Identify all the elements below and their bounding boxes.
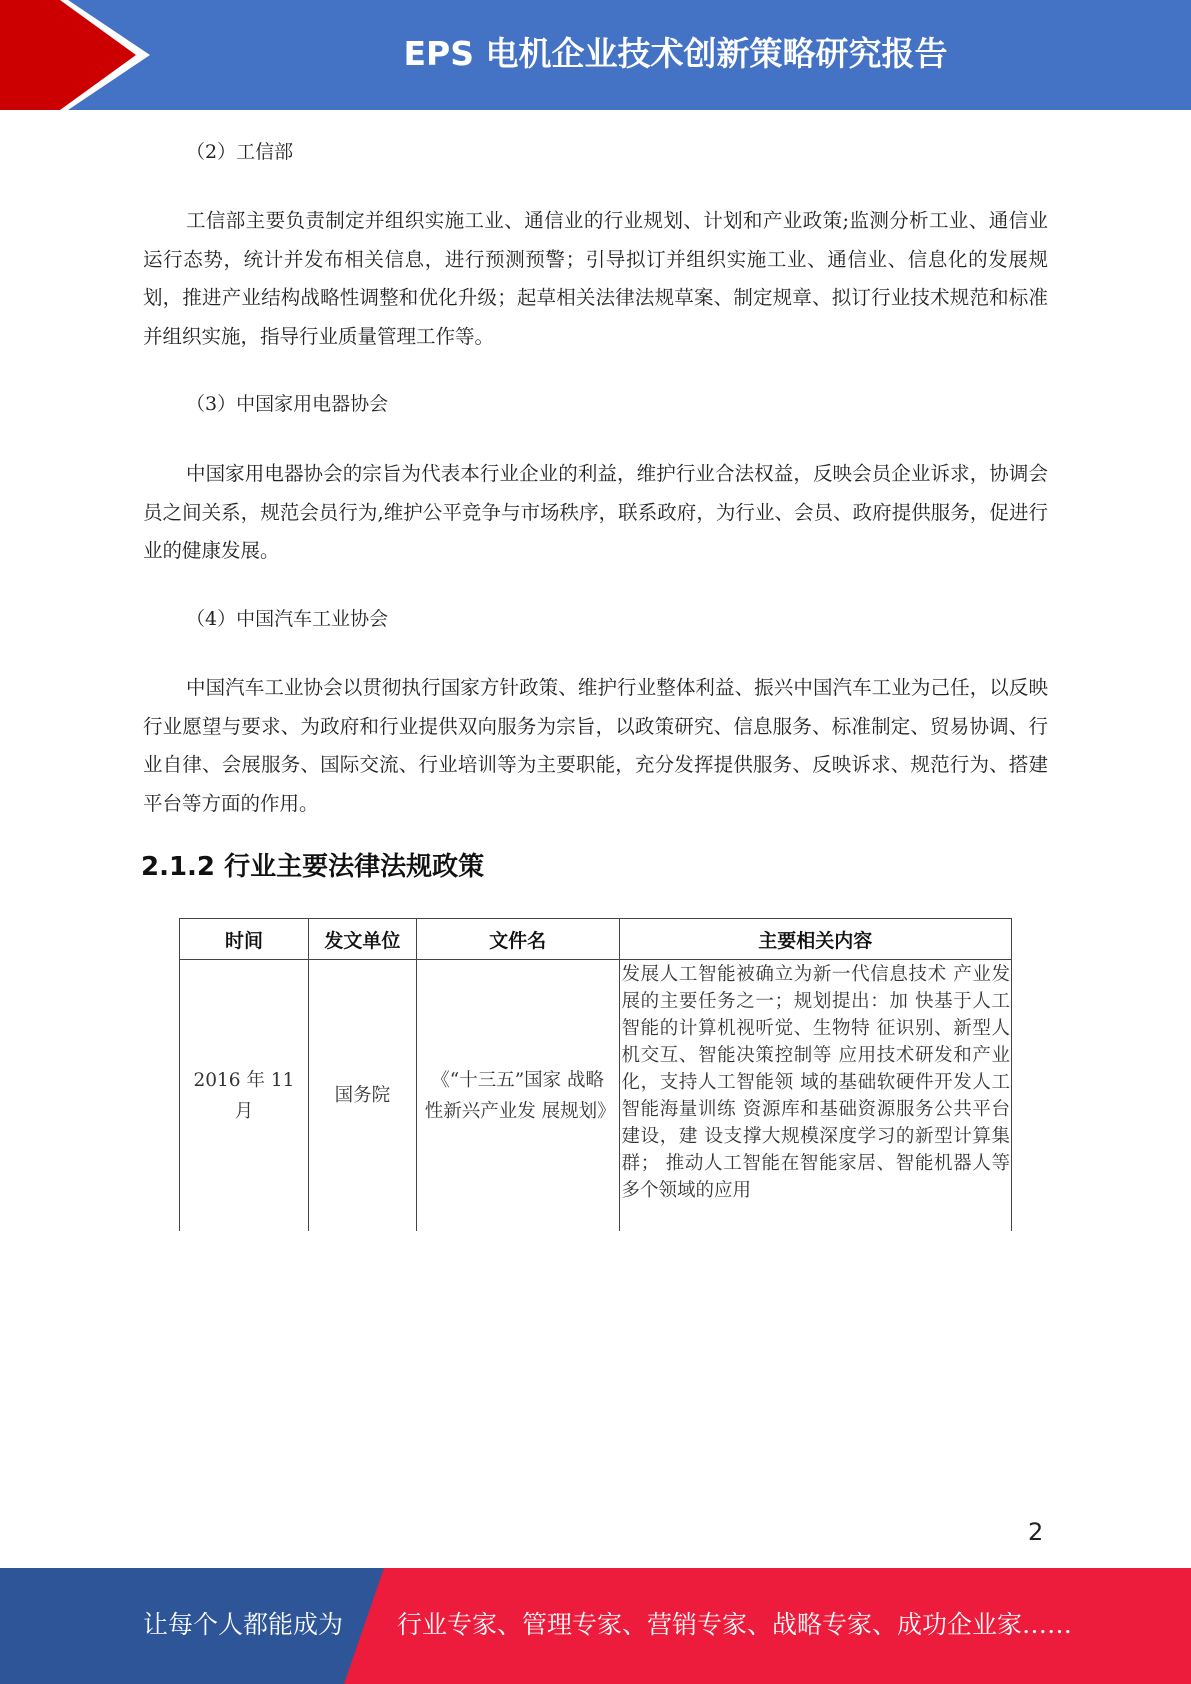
footer-banner bbox=[0, 1568, 1191, 1684]
header-document: 文件名 bbox=[416, 919, 619, 960]
table-row bbox=[180, 960, 1012, 1232]
section-title: 2.1.2 行业主要法律法规政策 bbox=[141, 852, 485, 882]
cell-content: 发展人工智能被确立为新一代信息技术 产业发展的主要任务之一；规划提出：加 快基于人工智能的计算机视听觉、生物特 征识别、新型人机交互、智能决策控制等 应用技术研发和产业化，支持人工智能领 域的基础软硬件开发人工智能海量训练 资源库和基础资源服务公共平台建设，建 设支撑大规模深度学习的新型计算集群； 推动人工智能在智能家居、智能机器人等 多个领域的应用 bbox=[619, 960, 1011, 1232]
table-header-row bbox=[180, 919, 1012, 960]
paragraph-appliance-association: 中国家用电器协会的宗旨为代表本行业企业的利益，维护行业合法权益，反映会员企业诉求，协调会员之间关系，规范会员行为,维护公平竞争与市场秩序，联系政府，为行业、会员、政府提供服务，促进行业的健康发展。 bbox=[143, 462, 1048, 562]
header-content: 主要相关内容 bbox=[619, 919, 1011, 960]
subheading-miit: （2）工信部 bbox=[186, 141, 294, 163]
policy-table bbox=[179, 918, 1012, 1231]
footer-slogan-left: 让每个人都能成为 bbox=[143, 1610, 344, 1639]
header-issuer: 发文单位 bbox=[308, 919, 416, 960]
footer-slogan-right: 行业专家、管理专家、营销专家、战略专家、成功企业家…… bbox=[397, 1610, 1073, 1639]
report-title: EPS 电机企业技术创新策略研究报告 bbox=[403, 34, 948, 73]
cell-time: 2016 年 11 月 bbox=[180, 960, 309, 1232]
subheading-auto-association: （4）中国汽车工业协会 bbox=[186, 608, 389, 630]
paragraph-miit: 工信部主要负责制定并组织实施工业、通信业的行业规划、计划和产业政策;监测分析工业、通信业运行态势，统计并发布相关信息，进行预测预警；引导拟订并组织实施工业、通信业、信息化的发展规划，推进产业结构战略性调整和优化升级；起草相关法律法规草案、制定规章、拟订行业技术规范和标准并组织实施，指导行业质量管理工作等。 bbox=[143, 209, 1048, 348]
cell-issuer: 国务院 bbox=[308, 960, 416, 1232]
header-time: 时间 bbox=[180, 919, 309, 960]
subheading-appliance-association: （3）中国家用电器协会 bbox=[186, 393, 389, 415]
cell-document: 《“十三五”国家 战略性新兴产业发 展规划》 bbox=[416, 960, 619, 1232]
header-banner bbox=[0, 0, 1191, 110]
paragraph-auto-association: 中国汽车工业协会以贯彻执行国家方针政策、维护行业整体利益、振兴中国汽车工业为己任，以反映行业愿望与要求、为政府和行业提供双向服务为宗旨，以政策研究、信息服务、标准制定、贸易协调、行业自律、会展服务、国际交流、行业培训等为主要职能，充分发挥提供服务、反映诉求、规范行为、搭建平台等方面的作用。 bbox=[143, 676, 1048, 815]
page-number: 2 bbox=[1028, 1518, 1044, 1546]
